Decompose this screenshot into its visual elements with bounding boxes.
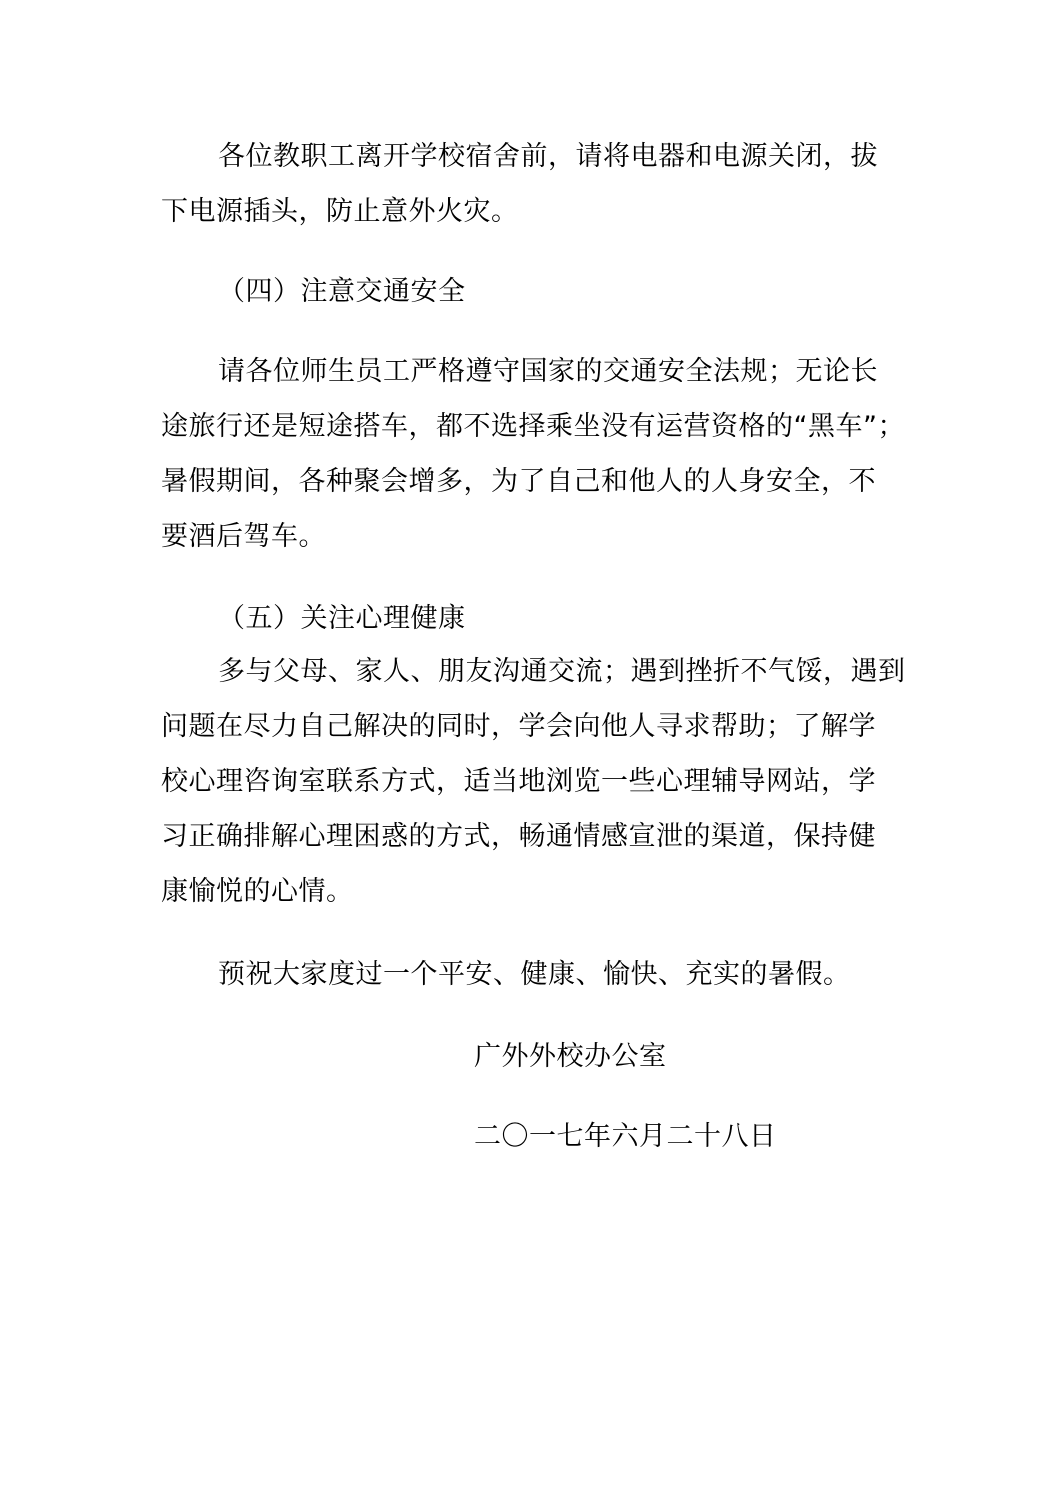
paragraph-mental-line-3: 校心理咨询室联系方式，适当地浏览一些心理辅导网站，学 [161, 766, 876, 797]
paragraph-electric-line-1: 各位教职工离开学校宿舍前，请将电器和电源关闭，拔 [218, 141, 878, 172]
paragraph-electric-line-2: 下电源插头，防止意外火灾。 [161, 196, 519, 227]
section-heading-mental-health: （五）关注心理健康 [218, 603, 466, 634]
paragraph-traffic-line-4: 要酒后驾车。 [161, 521, 326, 552]
paragraph-mental-line-5: 康愉悦的心情。 [161, 876, 354, 907]
signature-date: 二〇一七年六月二十八日 [474, 1121, 777, 1152]
paragraph-mental-line-2: 问题在尽力自己解决的同时，学会向他人寻求帮助；了解学 [161, 711, 876, 742]
paragraph-mental-line-1: 多与父母、家人、朋友沟通交流；遇到挫折不气馁，遇到 [218, 656, 906, 687]
paragraph-traffic-line-3: 暑假期间，各种聚会增多，为了自己和他人的人身安全，不 [161, 466, 876, 497]
paragraph-traffic-line-2: 途旅行还是短途搭车，都不选择乘坐没有运营资格的“黑车”； [161, 411, 905, 442]
section-heading-traffic-safety: （四）注意交通安全 [218, 276, 466, 307]
closing-wish: 预祝大家度过一个平安、健康、愉快、充实的暑假。 [218, 959, 851, 990]
paragraph-mental-line-4: 习正确排解心理困惑的方式，畅通情感宣泄的渠道，保持健 [161, 821, 876, 852]
signature-office: 广外外校办公室 [474, 1041, 667, 1072]
paragraph-traffic-line-1: 请各位师生员工严格遵守国家的交通安全法规；无论长 [218, 356, 878, 387]
